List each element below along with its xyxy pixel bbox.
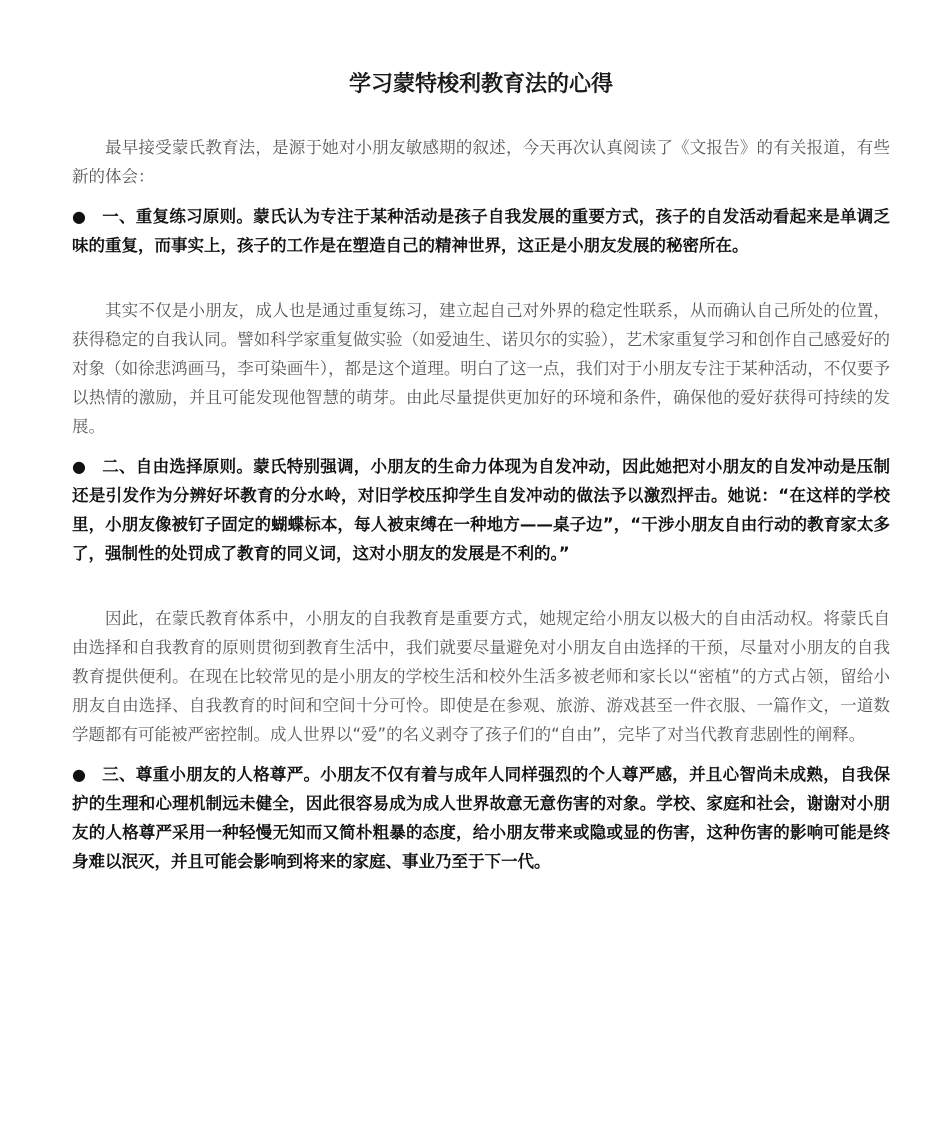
principle-1: [72, 202, 890, 260]
bullet-icon: ●: [72, 764, 86, 784]
document-title: 学习蒙特梭利教育法的心得: [348, 72, 613, 97]
bullet-icon: ●: [72, 206, 86, 226]
bullet-icon: ●: [72, 456, 86, 476]
principle-2-text: 二、自由选择原则。蒙氏特别强调，小朋友的生命力体现为自发冲动，因此她把对小朋友的自发冲动是压制还是引发作为分辨好坏教育的分水岭，对旧学校压抑学生自发冲动的做法予以激烈抨击。她说：“在这样的学校里，小朋友像被钉子固定的蝴蝶标本，每人被束缚在一种地方——桌子边”，“干涉小朋友自由行动的教育家太多了，强制性的处罚成了教育的同义词，这对小朋友的发展是不利的。”: [72, 456, 890, 563]
principle-2: [72, 452, 890, 568]
intro-paragraph: 最早接受蒙氏教育法，是源于她对小朋友敏感期的叙述，今天再次认真阅读了《文报告》的有关报道，有些新的体会：: [72, 137, 890, 186]
principle-1-text: 一、重复练习原则。蒙氏认为专注于某种活动是孩子自我发展的重要方式，孩子的自发活动看起来是单调乏味的重复，而事实上，孩子的工作是在塑造自己的精神世界，这正是小朋友发展的秘密所在。: [72, 206, 890, 255]
paragraph-1: 其实不仅是小朋友，成人也是通过重复练习，建立起自己对外界的稳定性联系，从而确认自己所处的位置，获得稳定的自我认同。譬如科学家重复做实验（如爱迪生、诺贝尔的实验），艺术家重复学习和创作自己感爱好的对象（如徐悲鸿画马，李可染画牛），都是这个道理。明白了这一点，我们对于小朋友专注于某种活动，不仅要予以热情的激励，并且可能发现他智慧的萌芽。由此尽量提供更加好的环境和条件，确保他的爱好获得可持续的发展。: [72, 300, 890, 436]
document-page: [72, 70, 890, 876]
principle-3: [72, 760, 890, 876]
paragraph-2: 因此，在蒙氏教育体系中，小朋友的自我教育是重要方式，她规定给小朋友以极大的自由活动权。将蒙氏自由选择和自我教育的原则贯彻到教育生活中，我们就要尽量避免对小朋友自由选择的干预，尽量对小朋友的自我教育提供便利。在现在比较常见的是小朋友的学校生活和校外生活多被老师和家长以“密植”的方式占领，留给小朋友自由选择、自我教育的时间和空间十分可怜。即使是在参观、旅游、游戏甚至一件衣服、一篇作文，一道数学题都有可能被严密控制。成人世界以“爱”的名义剥夺了孩子们的“自由”，完毕了对当代教育悲剧性的阐释。: [72, 608, 890, 744]
principle-3-text: 三、尊重小朋友的人格尊严。小朋友不仅有着与成年人同样强烈的个人尊严感，并且心智尚未成熟，自我保护的生理和心理机制远未健全，因此很容易成为成人世界故意无意伤害的对象。学校、家庭和社会，谢谢对小朋友的人格尊严采用一种轻慢无知而又简朴粗暴的态度，给小朋友带来或隐或显的伤害，这种伤害的影响可能是终身难以泯灭，并且可能会影响到将来的家庭、事业乃至于下一代。: [72, 764, 890, 871]
